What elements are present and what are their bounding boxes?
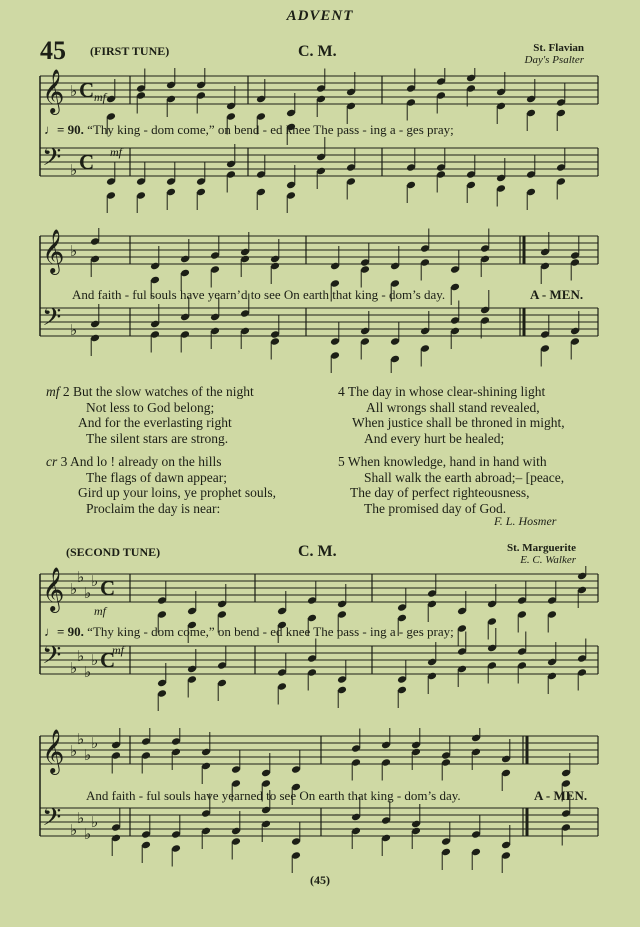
bass-clef-icon: 𝄢 bbox=[42, 803, 62, 838]
dynamic-mark: mf bbox=[110, 145, 122, 159]
verse: cr 3 And lo ! already on the hills The flags of dawn appear; Gird up your loins, ye prophet souls, Proclaim the day is near: bbox=[46, 454, 276, 516]
flat-icon: ♭ bbox=[70, 82, 78, 100]
first-tune-meter: C. M. bbox=[298, 43, 337, 60]
first-tune-label: (FIRST TUNE) bbox=[90, 44, 170, 58]
flat-icon: ♭ bbox=[91, 651, 99, 669]
lyrics-line bbox=[44, 624, 454, 640]
dynamic-mark: mf bbox=[112, 643, 124, 657]
verse: 5 When knowledge, hand in hand with Shall walk the earth abroad;– [peace, The day of perfect righteousness, The promised day of God. bbox=[338, 454, 565, 516]
dynamic-mark: mf bbox=[94, 604, 106, 618]
flat-icon: ♭ bbox=[70, 161, 78, 179]
tempo-mark: ♩= 90. bbox=[44, 624, 84, 639]
flat-icon: ♭ bbox=[77, 730, 85, 748]
verse: mf 2 But the slow watches of the night Not less to God belong; And for the everlasting right The silent stars are strong. bbox=[46, 384, 254, 446]
flat-icon: ♭ bbox=[77, 809, 85, 827]
second-tune-title bbox=[507, 542, 576, 566]
lyrics-line bbox=[44, 122, 454, 138]
page-number: (45) bbox=[310, 873, 330, 887]
lyrics-line: And faith - ful souls have yearned to see On earth that king - dom’s day. bbox=[86, 788, 461, 803]
bass-clef-icon: 𝄢 bbox=[42, 641, 62, 676]
flat-icon: ♭ bbox=[84, 584, 92, 602]
flat-icon: ♭ bbox=[70, 580, 78, 598]
flat-icon: ♭ bbox=[77, 647, 85, 665]
treble-clef-icon: 𝄞 bbox=[42, 567, 65, 611]
flat-icon: ♭ bbox=[84, 746, 92, 764]
flat-icon: ♭ bbox=[70, 321, 78, 339]
hymn-number: 45 bbox=[40, 36, 66, 65]
dynamic-mark: mf bbox=[94, 90, 106, 104]
first-tune-title bbox=[525, 42, 585, 66]
flat-icon: ♭ bbox=[70, 242, 78, 260]
lyrics-text: “Thy king - dom come,” on bend - ed knee The pass - ing a - ges pray; bbox=[87, 624, 454, 639]
flat-icon: ♭ bbox=[84, 825, 92, 843]
common-time-icon: C bbox=[79, 150, 95, 174]
treble-clef-icon: 𝄞 bbox=[42, 729, 65, 773]
bass-clef-icon: 𝄢 bbox=[42, 143, 62, 178]
verse: 4 The day in whose clear-shining light All wrongs shall stand revealed, When justice shall be throned in might, And every hurt be healed; bbox=[338, 384, 565, 446]
tempo-mark: ♩= 90. bbox=[44, 122, 84, 137]
second-tune-meter: C. M. bbox=[298, 543, 337, 560]
second-tune-label: (SECOND TUNE) bbox=[66, 545, 161, 559]
amen-text: A - MEN. bbox=[534, 788, 588, 803]
treble-clef-icon: 𝄞 bbox=[42, 69, 65, 113]
bass-clef-icon: 𝄢 bbox=[42, 303, 62, 338]
tune-name: St. Flavian bbox=[533, 42, 584, 54]
tune-composer: E. C. Walker bbox=[520, 554, 576, 566]
amen-text: A - MEN. bbox=[530, 287, 584, 302]
flat-icon: ♭ bbox=[91, 734, 99, 752]
flat-icon: ♭ bbox=[70, 742, 78, 760]
verses-right bbox=[338, 384, 565, 516]
common-time-icon: C bbox=[100, 648, 116, 672]
text-author: F. L. Hosmer bbox=[494, 514, 557, 528]
page-header: ADVENT bbox=[286, 8, 354, 24]
lyrics-text: “Thy king - dom come,” on bend - ed knee The pass - ing a - ges pray; bbox=[87, 122, 454, 137]
treble-clef-icon: 𝄞 bbox=[42, 229, 65, 273]
tune-source: Day's Psalter bbox=[524, 54, 584, 66]
verses-left bbox=[46, 384, 276, 516]
flat-icon: ♭ bbox=[70, 821, 78, 839]
flat-icon: ♭ bbox=[84, 663, 92, 681]
flat-icon: ♭ bbox=[77, 568, 85, 586]
flat-icon: ♭ bbox=[91, 813, 99, 831]
common-time-icon: C bbox=[79, 78, 95, 102]
flat-icon: ♭ bbox=[91, 572, 99, 590]
lyrics-line: And faith - ful souls have yearn’d to see On earth that king - dom’s day. bbox=[72, 287, 446, 302]
common-time-icon: C bbox=[100, 576, 116, 600]
tune-name: St. Marguerite bbox=[506, 542, 576, 554]
flat-icon: ♭ bbox=[70, 659, 78, 677]
